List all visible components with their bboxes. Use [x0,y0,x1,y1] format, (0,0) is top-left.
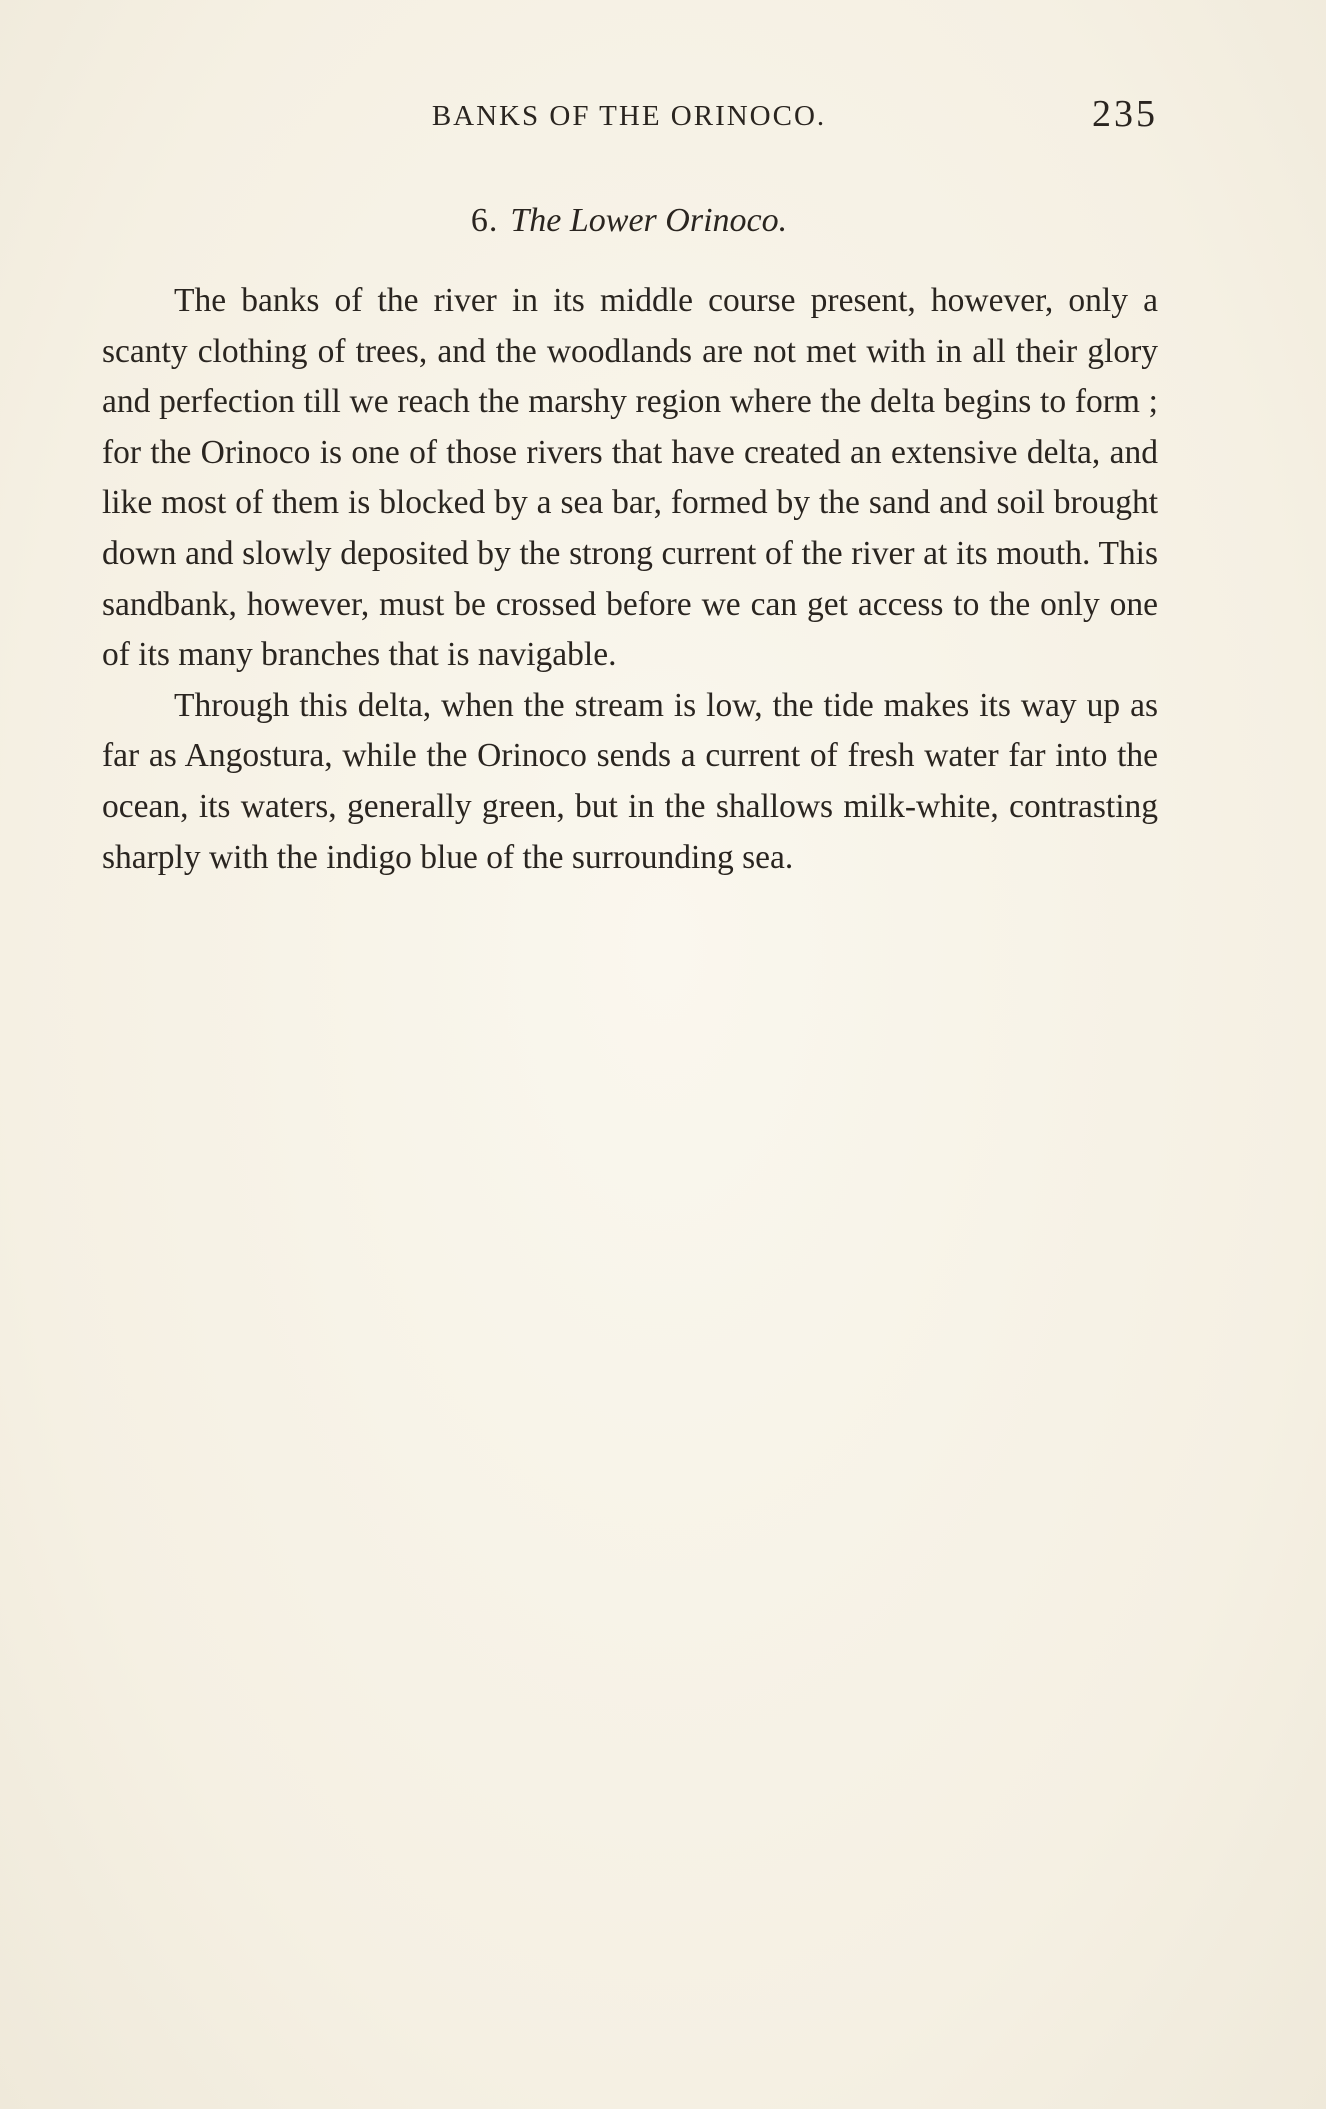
running-title: BANKS OF THE ORINOCO. [431,100,827,132]
section-title: The Lower Orinoco. [510,202,788,239]
body-text [102,276,1158,883]
paragraph: Through this delta, when the stream is low, the tide makes its way up as far as Angostura, while the Orinoco sends a current of fresh water far into the ocean, its waters, generally green, but in the shallows milk-white, contrasting sharply with the indigo blue of the surrounding sea. [102,686,1158,876]
section-number: 6. [470,202,499,239]
section-heading [100,202,1158,240]
page-header [100,92,1158,142]
paragraph: The banks of the river in its middle course present, however, only a scanty clothing of trees, and the woodlands are not met with in all their glory and perfection till we reach the marshy region where the delta begins to form ; for the Orinoco is one of those rivers that have created an extensive delta, and like most of them is blocked by a sea bar, formed by the sand and soil brought down and slowly deposited by the strong current of the river at its mouth. This sandbank, however, must be crossed before we can get access to the only one of its many branches that is navigable. [102,282,1158,674]
page-number: 235 [1092,93,1158,135]
